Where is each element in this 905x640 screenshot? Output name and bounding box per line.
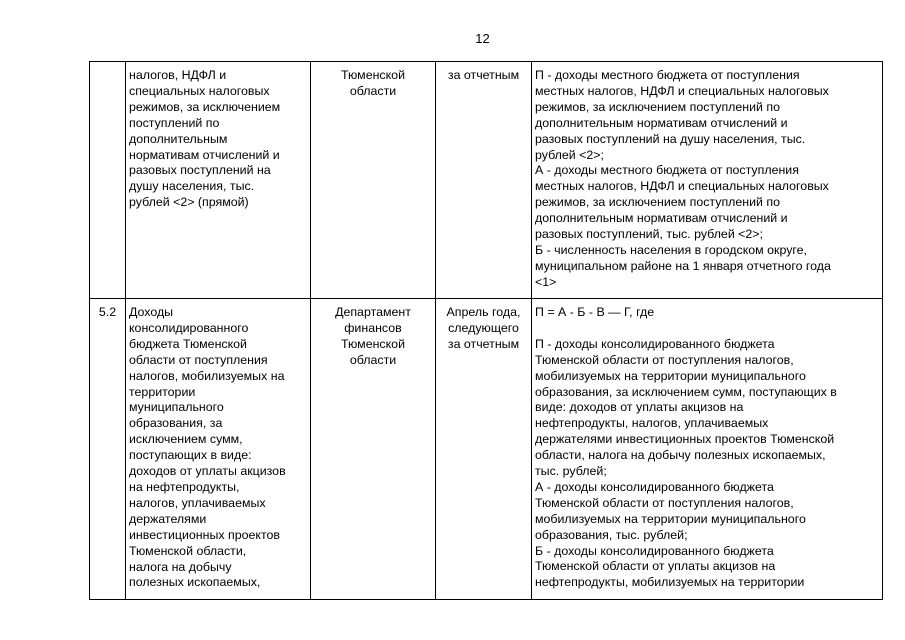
text-line: П - доходы консолидированного бюджета (535, 336, 775, 351)
text-line: на нефтепродукты, (129, 479, 240, 494)
text-line: дополнительным нормативам отчислений и (535, 211, 788, 226)
text-line: поступающих в виде: (129, 448, 252, 463)
text-line: Департамент (335, 305, 411, 319)
text-line: инвестиционных проектов (129, 527, 280, 542)
text-line: области от поступления (129, 352, 268, 367)
text-line: виде: доходов от уплаты акцизов на (535, 400, 744, 415)
indicator-table (89, 61, 883, 600)
text-line: налогов, НДФЛ и (129, 68, 227, 82)
text-line: держателями инвестиционных проектов Тюменской (535, 432, 835, 447)
text-line: поступлений по (129, 115, 220, 130)
text-line: области (349, 83, 397, 98)
page-number: 12 (475, 31, 490, 46)
text-line: режимов, за исключением поступлений по (535, 99, 780, 114)
row-number-cell: 5.2 (90, 299, 126, 600)
text-line: разовых поступлений, тыс. рублей <2>; (535, 227, 763, 242)
text-line: образования, за (129, 416, 223, 431)
text-line: налогов, уплачиваемых (129, 495, 266, 510)
table-row (90, 62, 883, 299)
text-line: образования, за исключением сумм, поступающих в (535, 384, 837, 399)
text-line: мобилизуемых на территории муниципального (535, 368, 806, 383)
text-line: Б - доходы консолидированного бюджета (535, 543, 774, 558)
text-line: за отчетным (447, 336, 520, 351)
text-line: налога на добычу (129, 559, 232, 574)
text-line: нормативам отчислений и (129, 147, 280, 162)
text-line: рублей <2> (прямой) (129, 195, 249, 210)
text-line: нефтепродукты, мобилизуемых на территории (535, 575, 805, 590)
text-line: П - доходы местного бюджета от поступления (535, 68, 800, 82)
indicator-cell (126, 299, 311, 600)
text-line: муниципальном районе на 1 января отчетного года (535, 258, 831, 273)
text-line: консолидированного (129, 320, 249, 335)
text-line: держателями (129, 511, 207, 526)
text-line: налогов, мобилизуемых на (129, 368, 285, 383)
text-line: <1> (535, 274, 557, 289)
table-row (90, 299, 883, 600)
text-line: Апрель года, (446, 305, 521, 319)
text-line: А - доходы консолидированного бюджета (535, 479, 774, 494)
text-line: Б - численность населения в городском округе, (535, 242, 807, 257)
text-line: образования, тыс. рублей; (535, 527, 688, 542)
text-line: бюджета Тюменской (129, 336, 247, 351)
text-line: за отчетным (447, 68, 520, 82)
text-line: местных налогов, НДФЛ и специальных налоговых (535, 179, 829, 194)
text-line: мобилизуемых на территории муниципального (535, 511, 806, 526)
period-cell (436, 299, 532, 600)
period-cell (436, 62, 532, 299)
source-cell (311, 62, 436, 299)
text-line: разовых поступлений на (129, 163, 271, 178)
text-line: Тюменской области от уплаты акцизов на (535, 559, 776, 574)
paragraph-gap (535, 321, 879, 337)
text-line: Тюменской (341, 336, 405, 351)
text-line: муниципального (129, 400, 224, 415)
text-line: области (349, 352, 397, 367)
text-line: нефтепродукты, налогов, уплачиваемых (535, 416, 769, 431)
text-line: специальных налоговых (129, 83, 270, 98)
text-line: душу населения, тыс. (129, 179, 255, 194)
text-line: доходов от уплаты акцизов (129, 464, 286, 479)
formula-heading: П = А - Б - В — Г, где (535, 305, 655, 319)
text-line: разовых поступлений на душу населения, тыс. (535, 131, 806, 146)
source-cell (311, 299, 436, 600)
indicator-cell (126, 62, 311, 299)
text-line: Тюменской области, (129, 543, 247, 558)
text-line: рублей <2>; (535, 147, 604, 162)
text-line: местных налогов, НДФЛ и специальных налоговых (535, 83, 829, 98)
text-line: территории (129, 384, 196, 399)
text-line: дополнительным (129, 131, 228, 146)
text-line: области, налога на добычу полезных ископаемых, (535, 448, 826, 463)
formula-cell (532, 299, 883, 600)
formula-cell (532, 62, 883, 299)
text-line: Тюменской области от поступления налогов, (535, 352, 794, 367)
text-line: дополнительным нормативам отчислений и (535, 115, 788, 130)
text-line: тыс. рублей; (535, 464, 607, 479)
text-line: режимов, за исключением (129, 99, 281, 114)
row-number-cell (90, 62, 126, 299)
text-line: финансов (344, 320, 402, 335)
text-line: Доходы (129, 305, 174, 319)
text-line: режимов, за исключением поступлений по (535, 195, 780, 210)
text-line: полезных ископаемых, (129, 575, 261, 590)
text-line: исключением сумм, (129, 432, 243, 447)
text-line: Тюменской (341, 68, 405, 82)
text-line: А - доходы местного бюджета от поступления (535, 163, 799, 178)
text-line: Тюменской области от поступления налогов, (535, 495, 794, 510)
text-line: следующего (448, 320, 519, 335)
